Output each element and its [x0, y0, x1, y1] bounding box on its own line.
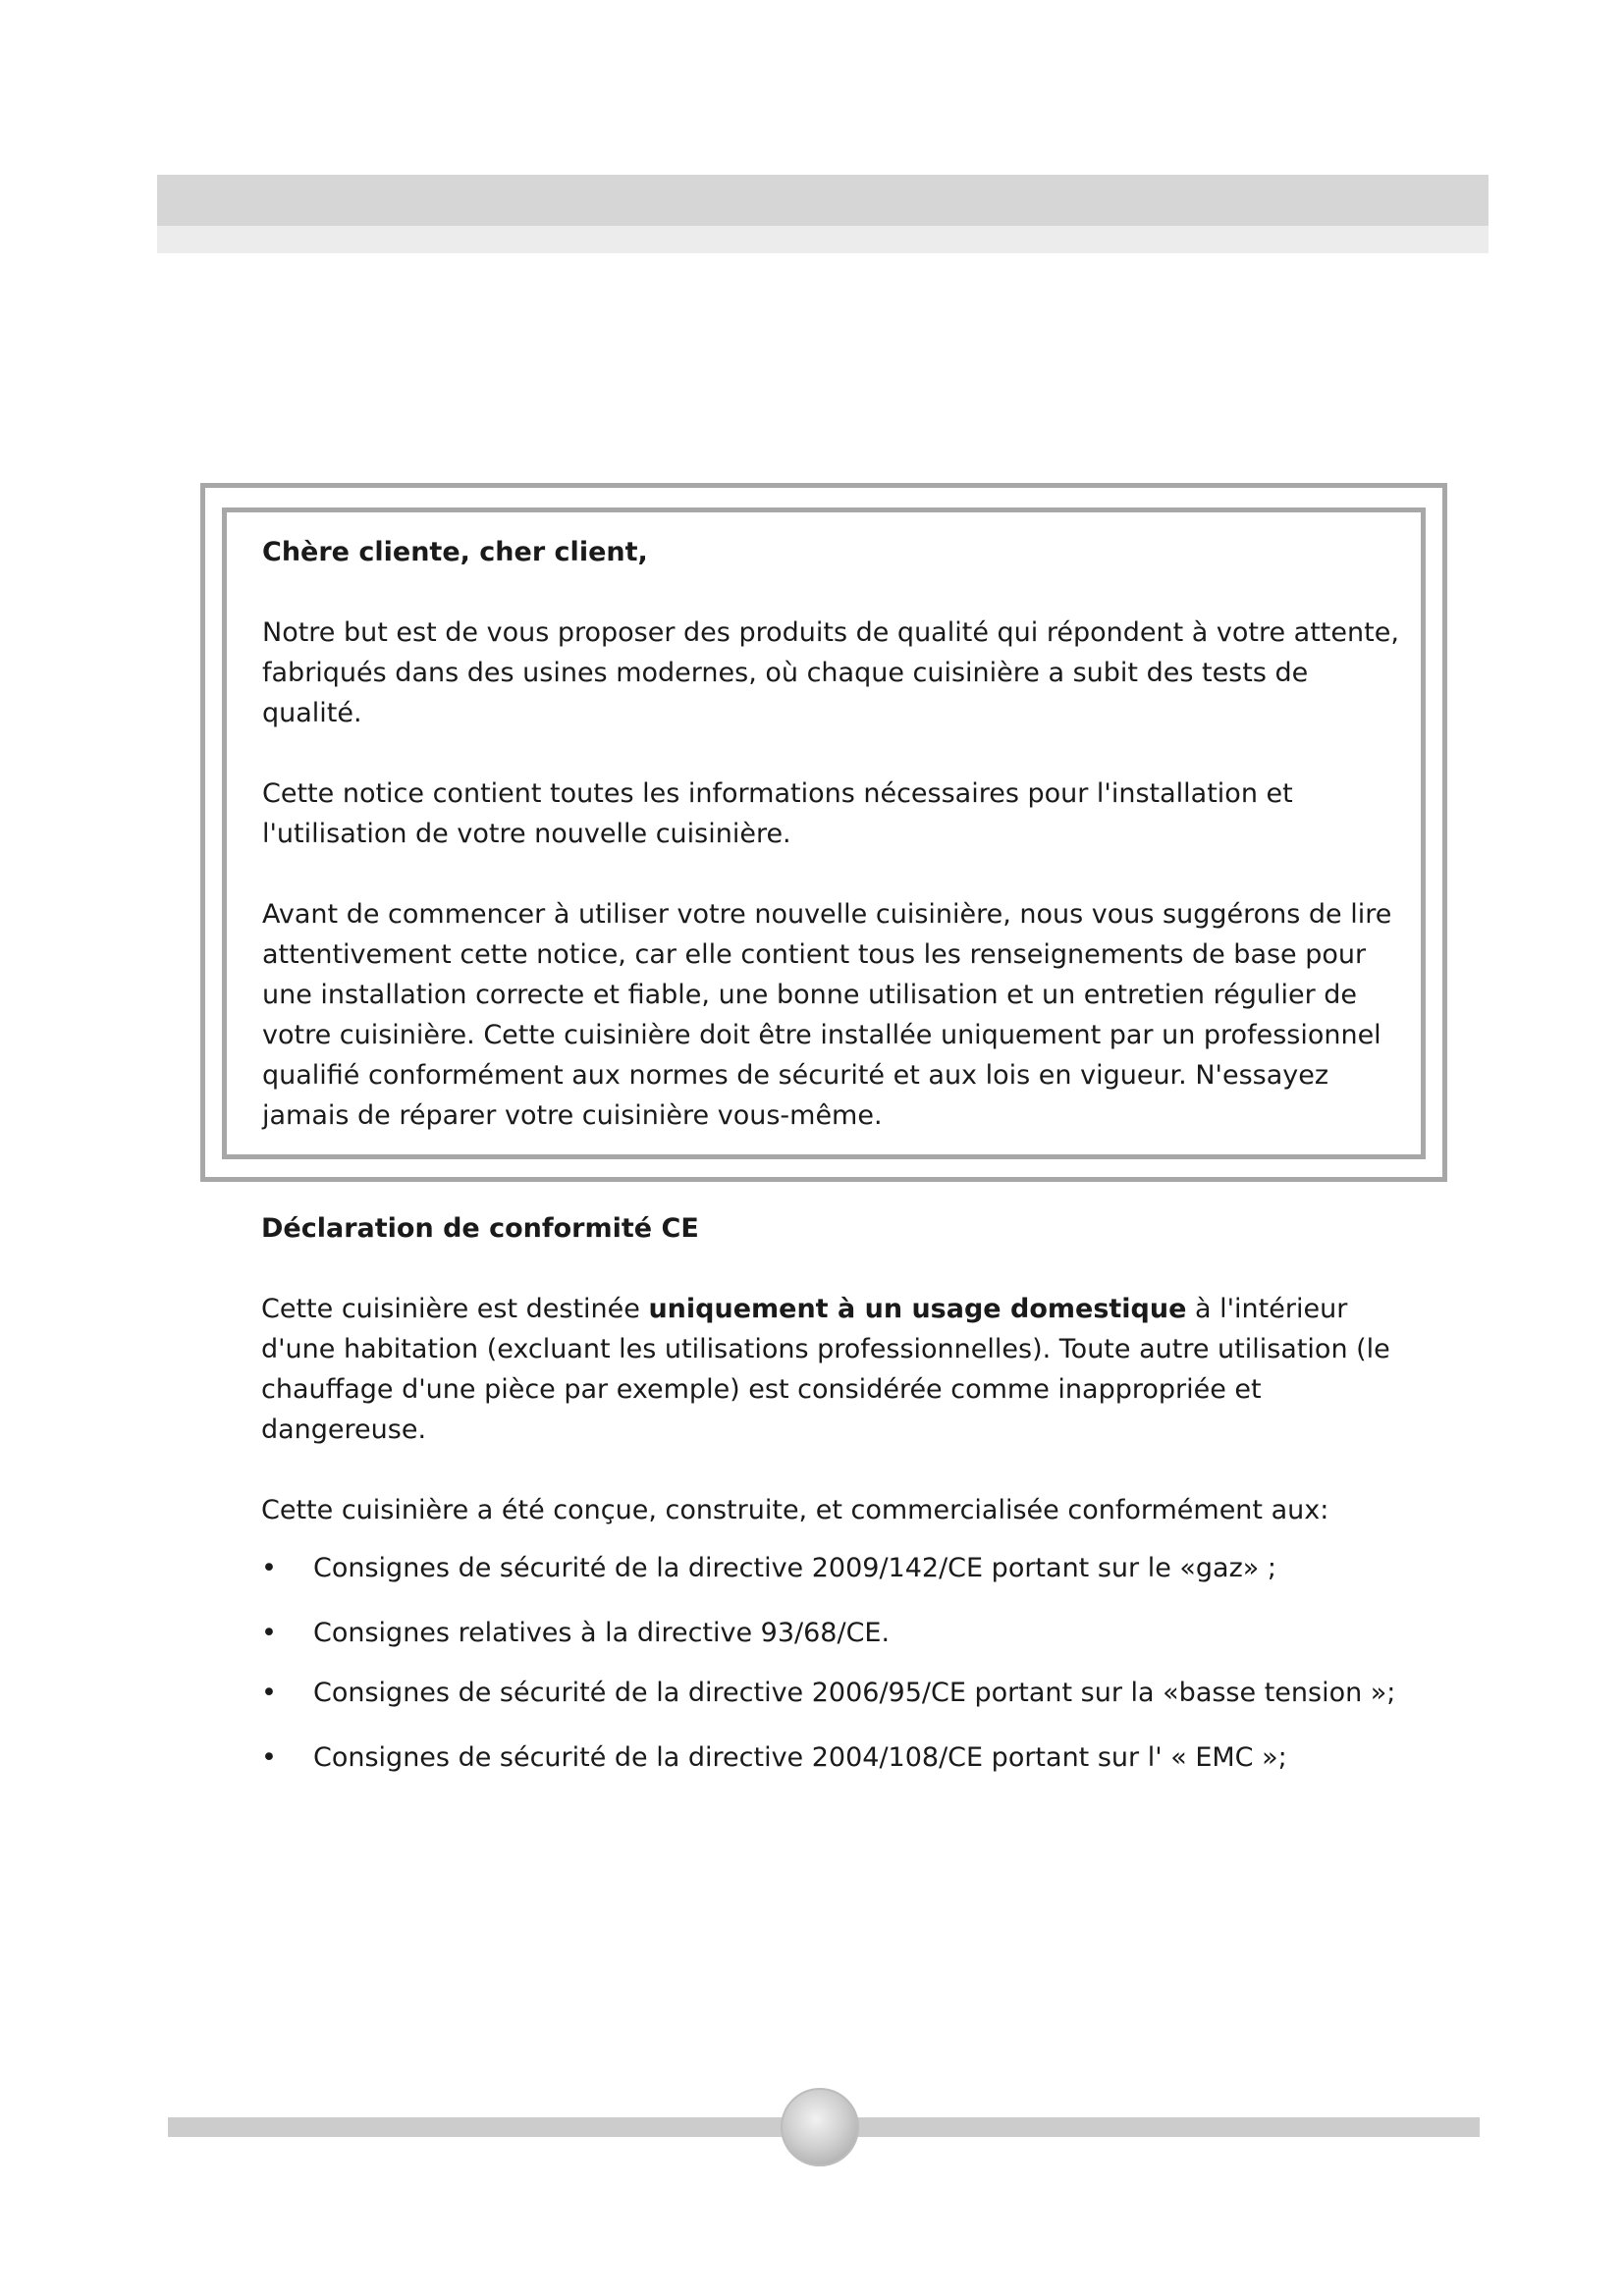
directive-item-93-68 [261, 1613, 1420, 1653]
intro-paragraph-instructions: Avant de commencer à utiliser votre nouvelle cuisinière, nous vous suggérons de lire attentivement cette notice, car elle contient tous les renseignements de base pour une installation correcte et fiable, une bonne utilisation et un entretien régulier de votre cuisinière. Cette cuisinière doit être installée uniquement par un professionnel qualifié conformément aux normes de sécurité et aux lois en vigueur. N'essayez jamais de réparer votre cuisinière vous-même. [262, 899, 1392, 1131]
directive-list [261, 1548, 1420, 1778]
directive-item-gas [261, 1548, 1420, 1588]
bullet-icon: • [261, 1678, 277, 1708]
directive-item-text: Consignes relatives à la directive 93/68/CE. [313, 1618, 891, 1648]
intro-box [222, 507, 1426, 1159]
ce-conformity-intro: Cette cuisinière a été conçue, construite, et commercialisée conformément aux: [261, 1495, 1329, 1525]
bullet-icon: • [261, 1553, 277, 1583]
ce-usage-text-end: à l'intérieur d'une habitation (excluant les utilisations professionnelles). Toute autre utilisation (le chauffage d'une pièce par exemple) est considérée comme inappropriée et dangereuse. [261, 1294, 1390, 1445]
header-band-light [157, 226, 1489, 253]
intro-paragraph-notice: Cette notice contient toutes les informations nécessaires pour l'installation et l'utilisation de votre nouvelle cuisinière. [262, 778, 1293, 849]
directive-item-text: Consignes de sécurité de la directive 2004/108/CE portant sur l' « EMC »; [313, 1742, 1287, 1773]
ce-usage-emphasis: uniquement à un usage domestique [648, 1294, 1187, 1324]
ce-declaration-section [261, 1208, 1420, 1778]
page-number-circle [781, 2088, 859, 2166]
ce-usage-text-start: Cette cuisinière est destinée [261, 1294, 649, 1324]
header-band [157, 175, 1489, 253]
directive-item-text: Consignes de sécurité de la directive 2006/95/CE portant sur la «basse tension »; [313, 1678, 1396, 1708]
greeting-heading: Chère cliente, cher client, [262, 537, 648, 567]
ce-declaration-title: Déclaration de conformité CE [261, 1213, 699, 1244]
bullet-icon: • [261, 1618, 277, 1648]
intro-paragraph-quality: Notre but est de vous proposer des produits de qualité qui répondent à votre attente, fabriqués dans des usines modernes, où chaque cuisinière a subit des tests de qualité. [262, 617, 1399, 728]
bullet-icon: • [261, 1742, 277, 1773]
ce-usage-paragraph [261, 1289, 1420, 1450]
directive-item-emc [261, 1737, 1420, 1778]
header-band-dark [157, 175, 1489, 226]
directive-item-low-voltage [261, 1673, 1420, 1713]
directive-item-text: Consignes de sécurité de la directive 2009/142/CE portant sur le «gaz» ; [313, 1553, 1276, 1583]
